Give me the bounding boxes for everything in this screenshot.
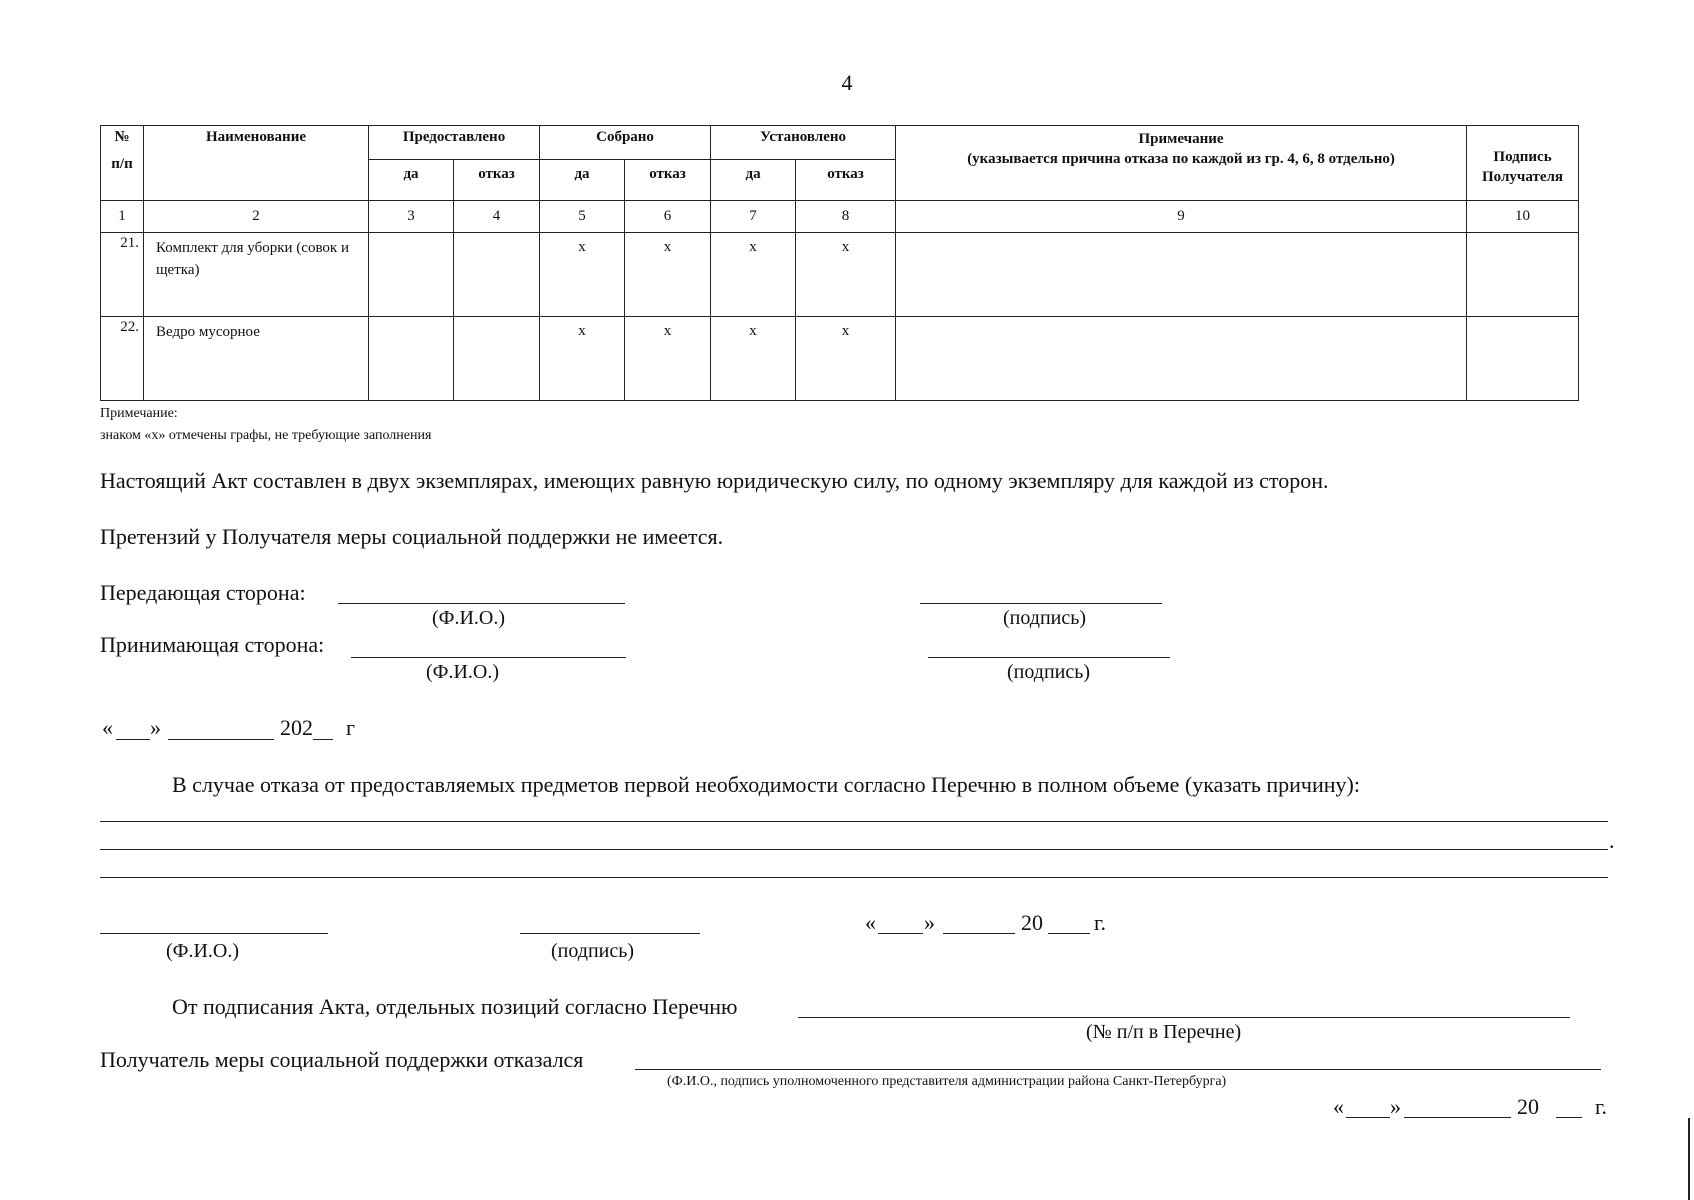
- receiving-fio-line[interactable]: [351, 657, 626, 658]
- row-cell[interactable]: [369, 233, 454, 317]
- date2-day-line[interactable]: [878, 933, 923, 934]
- items-table: [100, 125, 1579, 401]
- date1-day-line[interactable]: [116, 739, 150, 740]
- transferring-fio-caption: (Ф.И.О.): [432, 607, 506, 629]
- row-number: 21.: [101, 233, 144, 317]
- row-cell[interactable]: [1467, 317, 1579, 401]
- row-number: 22.: [101, 317, 144, 401]
- copies-paragraph: Настоящий Акт составлен в двух экземплярах, имеющих равную юридическую силу, по одному экземпляру для каждой из сторон.: [100, 468, 1329, 493]
- row-cell[interactable]: [896, 317, 1467, 401]
- date2-year-line[interactable]: [1048, 933, 1090, 934]
- header-provided-yes: да: [369, 160, 454, 201]
- table-row: [101, 317, 1579, 401]
- date1-year-line[interactable]: [313, 739, 333, 740]
- header-provided: Предоставлено: [369, 126, 540, 160]
- transferring-label: Передающая сторона:: [100, 580, 306, 605]
- reason-line-3[interactable]: [100, 877, 1608, 878]
- row-mark: х: [540, 233, 625, 317]
- header-remark-line1: Примечание: [1138, 131, 1224, 147]
- table-row: [101, 233, 1579, 317]
- receiving-signature-line[interactable]: [928, 657, 1170, 658]
- column-number: 3: [369, 201, 454, 233]
- from-signing-paragraph: От подписания Акта, отдельных позиций согласно Перечню: [172, 994, 738, 1019]
- reason-line-1[interactable]: [100, 821, 1608, 822]
- header-name: Наименование: [144, 126, 369, 201]
- row-cell[interactable]: [896, 233, 1467, 317]
- transferring-signature-line[interactable]: [920, 603, 1162, 604]
- no-claims-paragraph: Претензий у Получателя меры социальной поддержки не имеется.: [100, 524, 724, 549]
- refusal-signature-line[interactable]: [520, 933, 700, 934]
- row-mark: х: [711, 233, 796, 317]
- authorized-rep-line[interactable]: [635, 1069, 1601, 1070]
- refusal-full-paragraph: В случае отказа от предоставляемых предметов первой необходимости согласно Перечню в полном объеме (указать причину):: [172, 772, 1360, 797]
- row-name: Ведро мусорное: [144, 317, 369, 401]
- header-signature: [1467, 126, 1579, 201]
- date3-day-line[interactable]: [1346, 1117, 1390, 1118]
- transferring-fio-line[interactable]: [338, 603, 625, 604]
- list-number-caption: (№ п/п в Перечне): [1086, 1021, 1242, 1043]
- refusal-fio-caption: (Ф.И.О.): [166, 940, 240, 962]
- transferring-signature-caption: (подпись): [1003, 607, 1087, 629]
- row-cell[interactable]: [454, 317, 540, 401]
- date2-month-line[interactable]: [943, 933, 1015, 934]
- date3-close-quote: »: [1390, 1094, 1401, 1119]
- header-signature-line2: Получателя: [1482, 169, 1564, 185]
- header-num-line2: п/п: [111, 156, 133, 172]
- date2-open-quote: «: [865, 910, 876, 935]
- list-number-line[interactable]: [798, 1017, 1570, 1018]
- date3-year-prefix: 20: [1517, 1094, 1539, 1119]
- header-num-line1: №: [114, 129, 130, 145]
- row-mark: х: [625, 233, 711, 317]
- date2-suffix: г.: [1094, 910, 1107, 935]
- row-cell[interactable]: [1467, 233, 1579, 317]
- row-mark: х: [625, 317, 711, 401]
- date3-year-line[interactable]: [1556, 1117, 1582, 1118]
- date3-open-quote: «: [1333, 1094, 1344, 1119]
- row-mark: х: [796, 317, 896, 401]
- column-number: 9: [896, 201, 1467, 233]
- receiving-label: Принимающая сторона:: [100, 632, 325, 657]
- header-remark-line2: (указывается причина отказа по каждой из гр. 4, 6, 8 отдельно): [967, 151, 1395, 167]
- row-cell[interactable]: [369, 317, 454, 401]
- date2-year-prefix: 20: [1021, 910, 1043, 935]
- date3-month-line[interactable]: [1404, 1117, 1511, 1118]
- reason-line-2[interactable]: [100, 849, 1608, 850]
- header-signature-line1: Подпись: [1493, 149, 1552, 165]
- header-installed-refusal: отказ: [796, 160, 896, 201]
- row-mark: х: [540, 317, 625, 401]
- header-collected-refusal: отказ: [625, 160, 711, 201]
- column-number: 2: [144, 201, 369, 233]
- column-number: 4: [454, 201, 540, 233]
- column-number: 5: [540, 201, 625, 233]
- row-name: Комплект для уборки (совок и щетка): [144, 233, 369, 317]
- date1-suffix: г: [346, 715, 356, 740]
- column-number: 1: [101, 201, 144, 233]
- row-mark: х: [711, 317, 796, 401]
- column-numbers-row: [101, 201, 1579, 233]
- table-note-title: Примечание:: [100, 406, 178, 421]
- header-remark: [896, 126, 1467, 201]
- reason-end-dot: .: [1609, 828, 1615, 853]
- row-mark: х: [796, 233, 896, 317]
- receiving-fio-caption: (Ф.И.О.): [426, 661, 500, 683]
- refusal-fio-line[interactable]: [100, 933, 328, 934]
- header-collected: Собрано: [540, 126, 711, 160]
- page-number: 4: [841, 70, 853, 95]
- date1-month-line[interactable]: [168, 739, 274, 740]
- refusal-signature-caption: (подпись): [551, 940, 635, 962]
- header-installed-yes: да: [711, 160, 796, 201]
- header-provided-refusal: отказ: [454, 160, 540, 201]
- date1-open-quote: «: [102, 715, 113, 740]
- column-number: 10: [1467, 201, 1579, 233]
- header-collected-yes: да: [540, 160, 625, 201]
- column-number: 7: [711, 201, 796, 233]
- row-cell[interactable]: [454, 233, 540, 317]
- receiving-signature-caption: (подпись): [1007, 661, 1091, 683]
- header-installed: Установлено: [711, 126, 896, 160]
- header-num: [101, 126, 144, 201]
- date3-suffix: г.: [1595, 1094, 1608, 1119]
- date1-year-prefix: 202: [280, 715, 313, 740]
- table-note-text: знаком «х» отмечены графы, не требующие заполнения: [100, 428, 432, 443]
- authorized-rep-caption: (Ф.И.О., подпись уполномоченного представителя администрации района Санкт-Петербурга): [667, 1074, 1227, 1089]
- scan-edge-mark: [1688, 1118, 1690, 1200]
- recipient-refused-paragraph: Получатель меры социальной поддержки отказался: [100, 1047, 584, 1072]
- date1-close-quote: »: [150, 715, 161, 740]
- date2-close-quote: »: [924, 910, 935, 935]
- column-number: 6: [625, 201, 711, 233]
- column-number: 8: [796, 201, 896, 233]
